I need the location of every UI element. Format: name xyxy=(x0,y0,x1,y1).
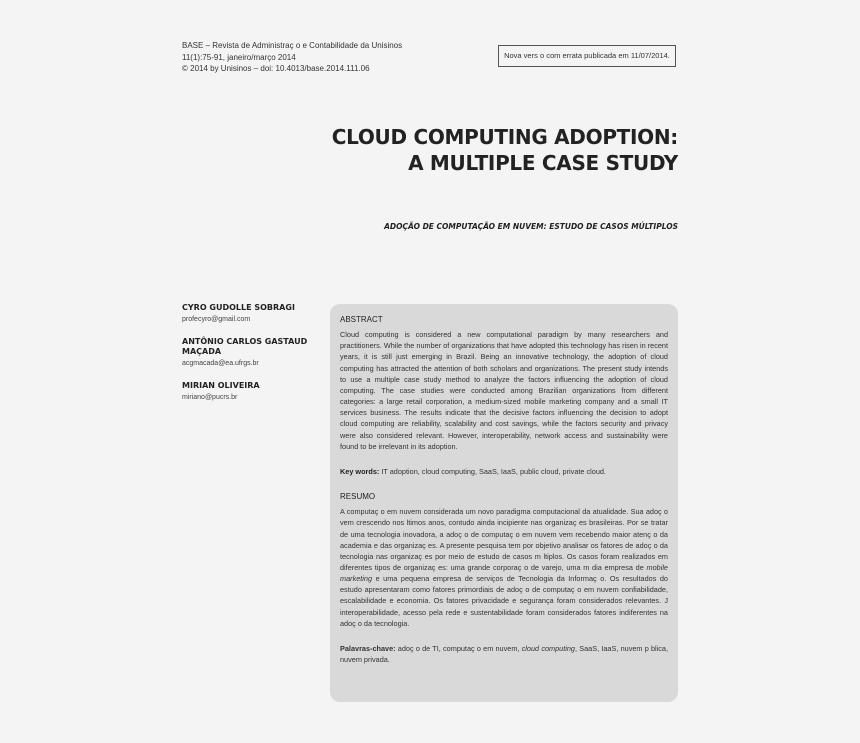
journal-info xyxy=(182,40,402,75)
author-email: acgmacada@ea.ufrgs.br xyxy=(182,360,259,367)
resumo-text xyxy=(340,506,668,629)
keywords-list: IT adoption, cloud computing, SaaS, IaaS, public cloud, private cloud. xyxy=(379,466,606,476)
abstract-panel xyxy=(330,304,678,702)
journal-doi: © 2014 by Unisinos – doi: 10.4013/base.2014.111.06 xyxy=(182,64,370,73)
author-entry xyxy=(182,381,322,403)
author-name: ANTÔNIO CARLOS GASTAUD MAÇADA xyxy=(182,337,308,356)
title-line-2: A MULTIPLE CASE STUDY xyxy=(408,151,678,175)
author-email: profecyro@gmail.com xyxy=(182,316,251,323)
palavras-italic: cloud computing xyxy=(521,643,575,653)
author-list xyxy=(182,303,322,415)
portuguese-title: ADOÇÃO DE COMPUTAÇÃO EM NUVEM: ESTUDO DE CASOS MÚLTIPLOS xyxy=(384,222,678,231)
keywords-label: Key words: xyxy=(340,466,380,476)
resumo-text-italic: mobile marketing xyxy=(340,562,668,584)
title-line-1: CLOUD COMPUTING ADOPTION: xyxy=(331,125,678,149)
author-entry xyxy=(182,337,322,369)
palavras-list: adoç o de TI, computaç o em nuvem, xyxy=(395,643,522,653)
author-name: MIRIAN OLIVEIRA xyxy=(182,381,260,390)
journal-name: BASE – Revista de Administraç o e Contabilidade da Unisinos xyxy=(182,41,403,50)
palavras-label: Palavras-chave: xyxy=(340,643,396,653)
errata-notice: Nova vers o com errata publicada em 11/07/2014. xyxy=(498,45,676,67)
palavras-chave xyxy=(340,643,668,665)
resumo-heading: RESUMO xyxy=(340,492,376,502)
abstract-heading: ABSTRACT xyxy=(340,315,383,324)
journal-issue: 11(1):75-91, janeiro/março 2014 xyxy=(182,52,296,62)
keywords xyxy=(340,466,668,477)
palavras-list: , SaaS, IaaS, nuvem p blica, nuvem privada. xyxy=(340,643,668,665)
resumo-text-part: e uma pequena empresa de serviços de Tecnologia da Informaç o. Os resultados do estudo apresentaram como fatores primordiais de adoç o de computaç o em nuvem confiabilidade, escalabilidade e economia. Os fatores privacidade e segurança foram considerados relevantes. J interoperabilidade, acesso pela rede e sustentabilidade foram considerados fatores indiferentes na adoç o da tecnologia. xyxy=(340,574,668,628)
resumo-text-part: A computaç o em nuvem considerada um novo paradigma computacional da atualidade. Sua adoç o vem crescendo nos ltimos anos, contudo ainda incipiente nas organizaç es brasileiras. Por se tratar de uma tecnologia inovadora, a adoç o de computaç o em nuvem vem recebendo maior atenç o da academia e das organizaç es. A presente pesquisa tem por objetivo analisar os fatores de adoç o da tecnologia nas organizaç es por meio de estudo de casos m ltiplos. Os casos foram realizados em diferentes tipos de organizaç es: uma grande corporaç o de varejo, uma m dia empresa de xyxy=(340,507,668,572)
author-name: CYRO GUDOLLE SOBRAGI xyxy=(182,303,295,312)
author-entry xyxy=(182,303,322,325)
author-email: miriano@pucrs.br xyxy=(182,394,238,401)
abstract-text: Cloud computing is considered a new computational paradigm by many researchers and practitioners. While the number of organizations that have adopted this technology has risen in recent years, it is still just emerging in Brazil. Being an innovative technology, the adoption of cloud computing has attracted the attention of both scholars and organizations. The present study intends to use a multiple case study method to analyze the factors influencing the adoption of cloud computing. The case studies were conducted among Brazilian organizations from different categories: a large retail corporation, a medium-sized mobile marketing company and a small IT services business. The results indicate that the decisive factors influencing the decision to adopt cloud computing are reliability, scalability and cost savings, while the factors security and privacy were also considered relevant. However, interoperability, network access and sustainability were found to be irrelevant in its adoption. xyxy=(340,330,668,451)
paper-title xyxy=(332,124,678,176)
